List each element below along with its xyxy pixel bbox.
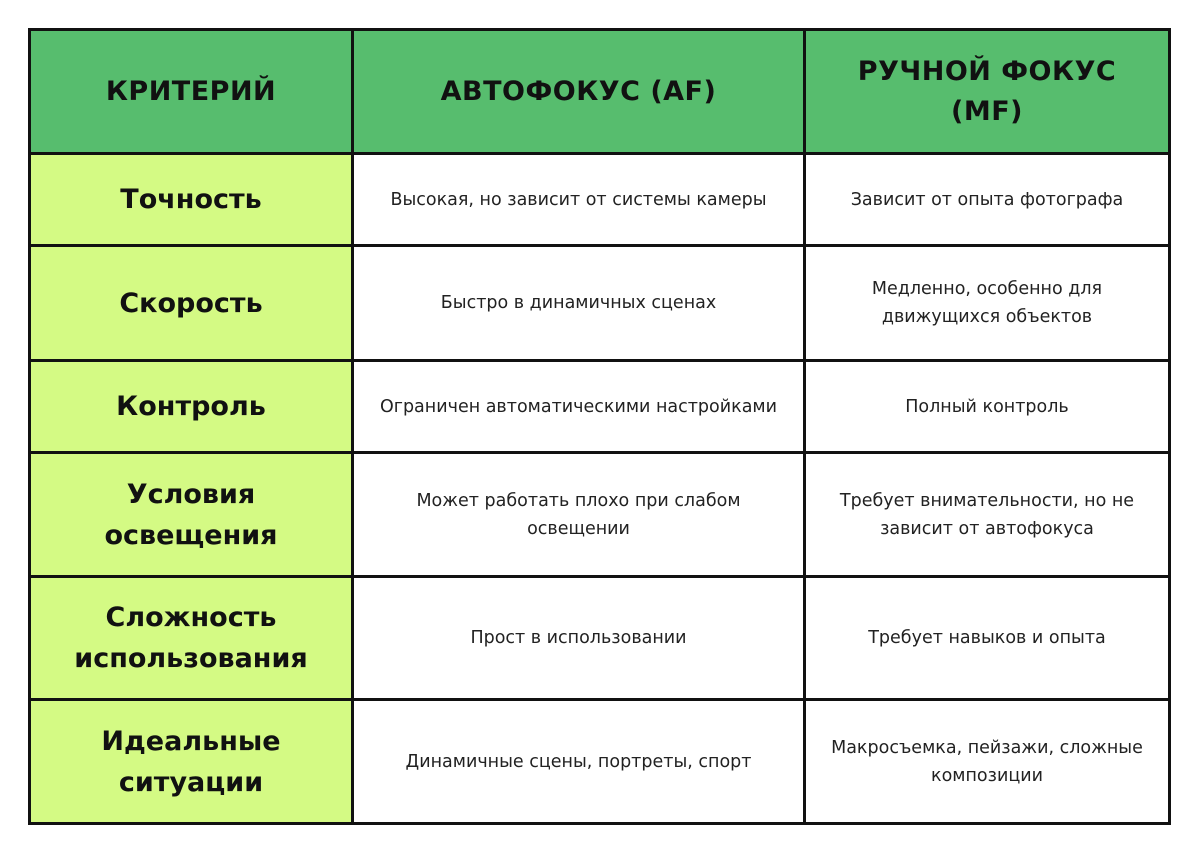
af-value-cell: Высокая, но зависит от системы камеры [353, 154, 805, 246]
table-row-speed [30, 246, 1170, 361]
table-row-control [30, 361, 1170, 453]
table-row-accuracy [30, 154, 1170, 246]
criterion-cell: Идеальные ситуации [30, 700, 353, 824]
af-value-cell: Ограничен автоматическими настройками [353, 361, 805, 453]
table-row-complexity [30, 577, 1170, 700]
af-value-cell: Может работать плохо при слабом освещении [353, 453, 805, 577]
criterion-cell: Точность [30, 154, 353, 246]
table-row-ideal-situations [30, 700, 1170, 824]
criterion-cell: Скорость [30, 246, 353, 361]
criterion-cell: Контроль [30, 361, 353, 453]
af-value-cell: Динамичные сцены, портреты, спорт [353, 700, 805, 824]
af-value-cell: Прост в использовании [353, 577, 805, 700]
mf-value-cell: Полный контроль [805, 361, 1170, 453]
comparison-table-container [28, 28, 1171, 825]
mf-value-cell: Медленно, особенно для движущихся объектов [805, 246, 1170, 361]
table-header-row [30, 30, 1170, 154]
table-row-lighting [30, 453, 1170, 577]
header-autofocus: АВТОФОКУС (AF) [353, 30, 805, 154]
criterion-cell: Сложность использования [30, 577, 353, 700]
mf-value-cell: Требует внимательности, но не зависит от автофокуса [805, 453, 1170, 577]
mf-value-cell: Зависит от опыта фотографа [805, 154, 1170, 246]
af-value-cell: Быстро в динамичных сценах [353, 246, 805, 361]
af-vs-mf-comparison-table [28, 28, 1171, 825]
mf-value-cell: Макросъемка, пейзажи, сложные композиции [805, 700, 1170, 824]
header-manual-focus: РУЧНОЙ ФОКУС (MF) [805, 30, 1170, 154]
mf-value-cell: Требует навыков и опыта [805, 577, 1170, 700]
criterion-cell: Условия освещения [30, 453, 353, 577]
header-criterion: КРИТЕРИЙ [30, 30, 353, 154]
